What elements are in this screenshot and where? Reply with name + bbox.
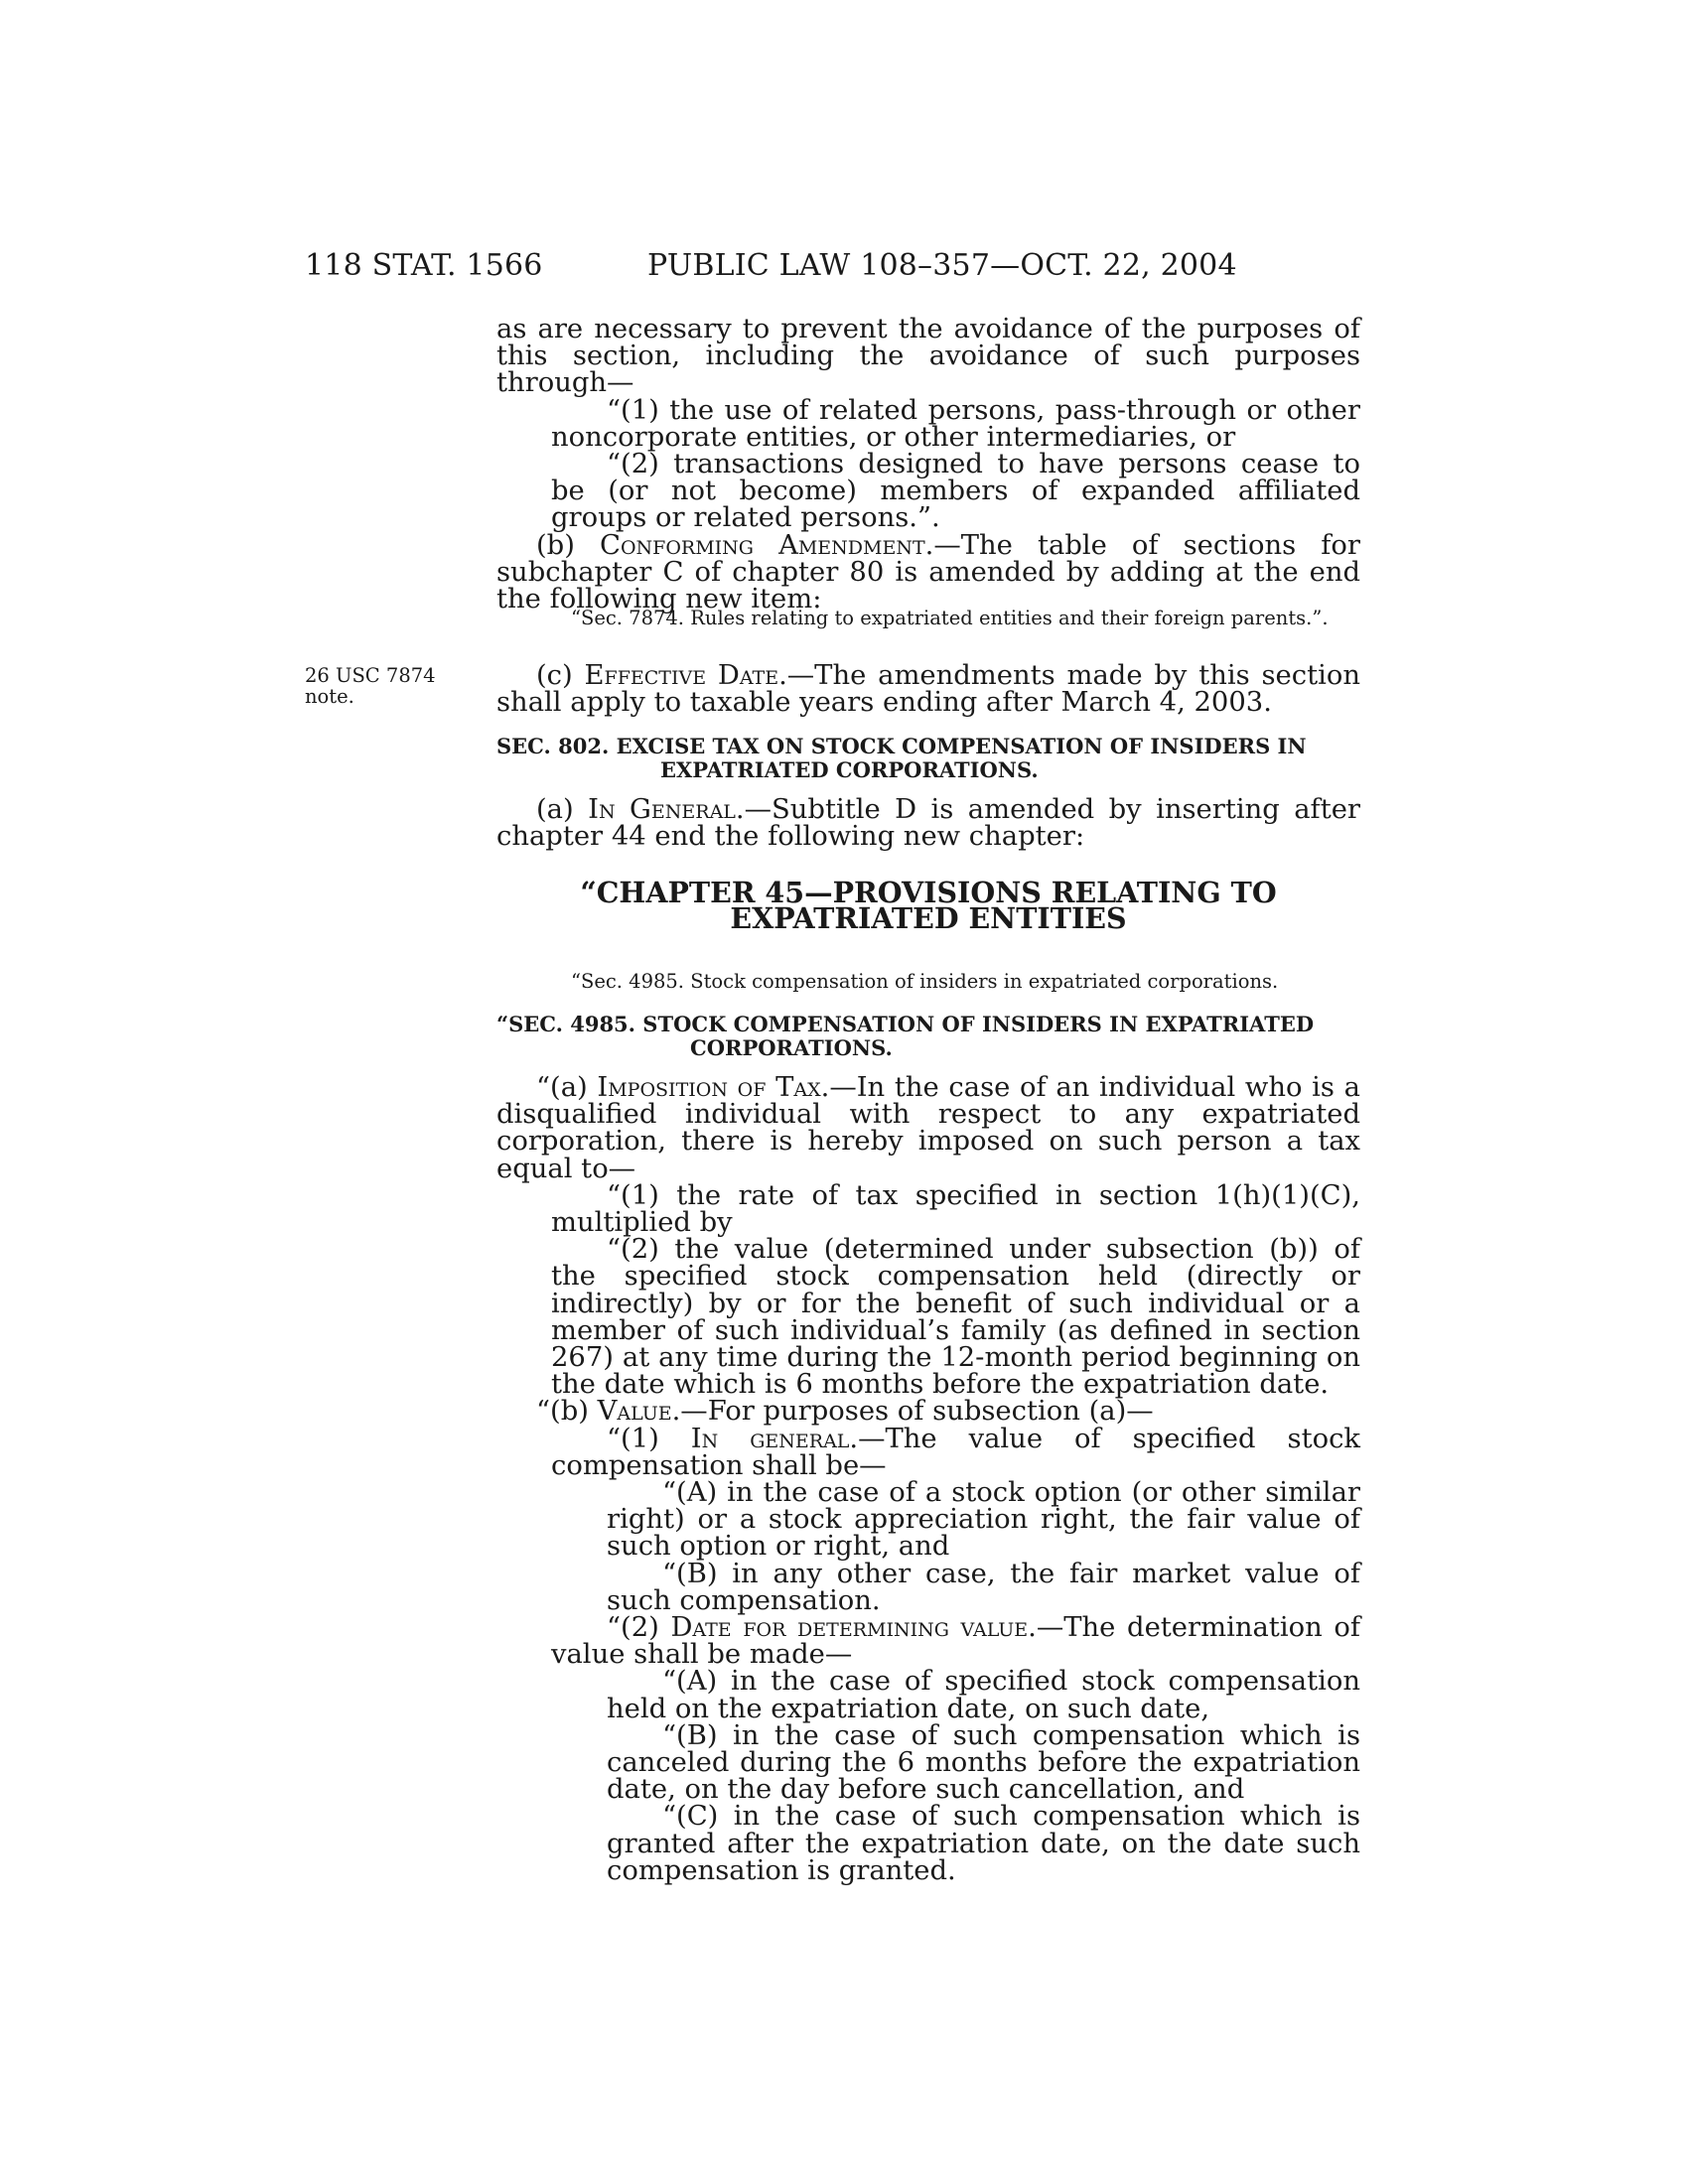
paragraph-b2 <box>496 1612 1360 1671</box>
effective-date-paragraph <box>496 660 1360 719</box>
subsection-heading: In General <box>588 794 736 825</box>
paragraph-heading: Date for determining value <box>670 1612 1029 1644</box>
chapter-heading-line: EXPATRIATED ENTITIES <box>730 901 1127 935</box>
chapter-heading-line: “CHAPTER 45—PROVISIONS RELATING TO <box>580 876 1277 909</box>
paragraph-b1 <box>496 1423 1361 1481</box>
subsection-text: .—Subtitle D is amended by inserting after chapter 44 end the following new chapter: <box>496 794 1360 853</box>
margin-note <box>305 665 436 707</box>
section-4985-body <box>496 1074 1360 1884</box>
subsection-heading: Conforming Amendment <box>600 529 925 561</box>
subparagraph-b2A: “(A) in the case of specified stock compensation held on the expatriation date, on such date, <box>607 1666 1360 1724</box>
section-802-title <box>496 735 1360 782</box>
subsection-text: .—For purposes of subsection (a)— <box>671 1396 1154 1428</box>
paragraph-a1: “(1) the rate of tax specified in section 1(h)(1)(C), multiplied by <box>551 1179 1360 1239</box>
margin-note-line: 26 USC 7874 <box>305 664 436 687</box>
paragraph-lead: “(2) <box>607 1612 671 1644</box>
subsection-b <box>496 1396 1360 1428</box>
section-4985-title <box>496 1013 1360 1060</box>
margin-note-line: note. <box>305 685 354 708</box>
paragraph: “(2) transactions designed to have persons cease to be (or not become) members of expanded affiliated groups or related persons.”. <box>551 449 1360 534</box>
subsection-lead: (c) <box>536 660 585 691</box>
paragraph-heading: In general <box>690 1423 850 1454</box>
subparagraph-b1B: “(B) in any other case, the fair market value of such compensation. <box>607 1558 1360 1616</box>
chapter-table-of-sections-item <box>496 971 1360 993</box>
paragraph-a2: “(2) the value (determined under subsection (b)) of the specified stock compensation held (directly or indirectly) by or for the benefit of such individual or a member of such individual’s family (as defined in section 267) at any time during the 12-month period beginning on the date which is 6 months before the expatriation date. <box>551 1234 1360 1401</box>
section-heading: “SEC. 4985. STOCK COMPENSATION OF INSIDERS IN EXPATRIATED CORPORATIONS. <box>496 1012 1315 1060</box>
subsection-lead: “(a) <box>536 1072 598 1103</box>
subsection-text: .—In the case of an individual who is a disqualified individual with respect to any expatriated corporation, there is hereby imposed on such person a tax equal to— <box>496 1072 1360 1184</box>
subsection-text: .—The amendments made by this section shall apply to taxable years ending after March 4, 2003. <box>496 660 1360 719</box>
subsection-lead: “(b) <box>536 1396 598 1428</box>
subsection-lead: (a) <box>536 794 589 825</box>
toc-entry: “Sec. 4985. Stock compensation of insiders in expatriated corporations. <box>571 970 1279 993</box>
paragraph: as are necessary to prevent the avoidance of the purposes of this section, including the avoidance of such purposes through— <box>496 314 1360 399</box>
subsection-heading: Imposition of Tax <box>597 1072 821 1103</box>
subparagraph-b2B: “(B) in the case of such compensation which is canceled during the 6 months before the expatriation date, on the day before such cancellation, and <box>607 1719 1360 1806</box>
table-of-sections-item <box>496 608 1360 629</box>
section-heading: SEC. 802. EXCISE TAX ON STOCK COMPENSATION OF INSIDERS IN EXPATRIATED CORPORATIONS. <box>496 734 1307 782</box>
subsection-text: .—The table of sections for subchapter C of chapter 80 is amended by adding at the end the following new item: <box>496 529 1360 615</box>
subparagraph-b2C: “(C) in the case of such compensation which is granted after the expatriation date, on the date such compensation is granted. <box>607 1801 1360 1886</box>
section-continuation <box>496 316 1360 613</box>
paragraph-lead: “(1) <box>607 1423 691 1454</box>
subsection-lead: (b) <box>536 529 600 561</box>
page-public-law-header: PUBLIC LAW 108–357—OCT. 22, 2004 <box>647 248 1237 283</box>
paragraph: “(1) the use of related persons, pass-through or other noncorporate entities, or other intermediaries, or <box>551 394 1360 453</box>
subparagraph-b1A: “(A) in the case of a stock option (or other similar right) or a stock appreciation right, the fair value of such option or right, and <box>607 1477 1360 1563</box>
toc-entry: “Sec. 7874. Rules relating to expatriated entities and their foreign parents.”. <box>571 607 1329 629</box>
subsection-a <box>496 1074 1360 1182</box>
paragraph-text: .—The determination of value shall be made— <box>551 1612 1360 1671</box>
page-stat-citation: 118 STAT. 1566 <box>305 248 543 283</box>
subsection-heading: Effective Date <box>584 660 779 691</box>
subsection-heading: Value <box>597 1396 672 1428</box>
conforming-amendment-paragraph <box>496 529 1360 615</box>
paragraph-text: .—The value of specified stock compensation shall be— <box>551 1423 1361 1481</box>
chapter-heading <box>496 876 1360 935</box>
section-802-subsection-a <box>496 794 1360 853</box>
